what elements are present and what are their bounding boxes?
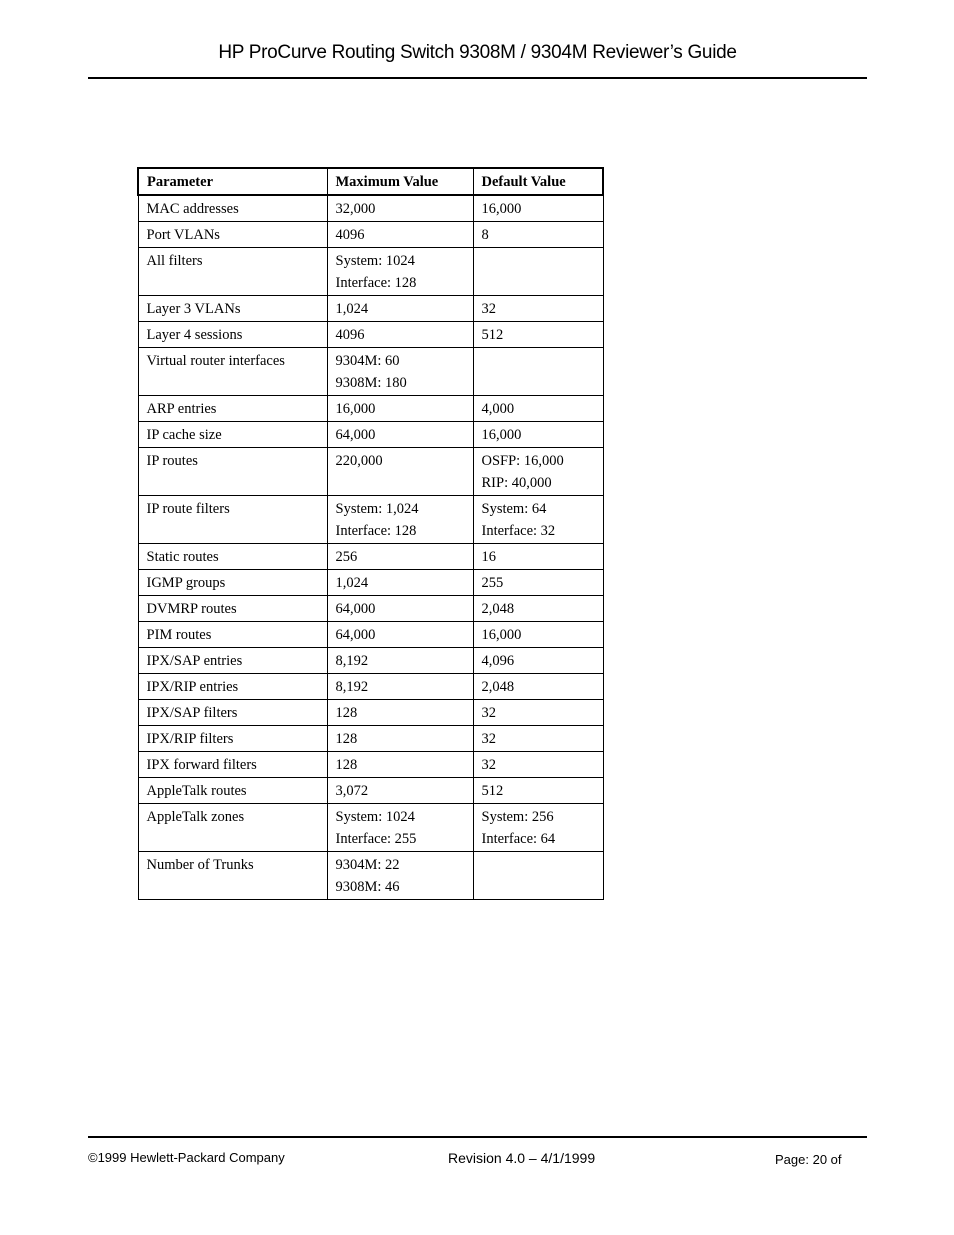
default-value-cell: 8 <box>473 222 603 248</box>
default-value-cell <box>473 348 603 396</box>
maximum-value-cell: System: 1024 Interface: 255 <box>327 804 473 852</box>
default-value-cell: 32 <box>473 752 603 778</box>
parameter-cell: All filters <box>138 248 327 296</box>
parameter-cell: Number of Trunks <box>138 852 327 900</box>
parameter-cell: AppleTalk routes <box>138 778 327 804</box>
maximum-value-cell: 32,000 <box>327 195 473 222</box>
parameter-cell: ARP entries <box>138 396 327 422</box>
column-header-default-value: Default Value <box>473 168 603 195</box>
default-value-cell: 32 <box>473 726 603 752</box>
column-header-maximum-value: Maximum Value <box>327 168 473 195</box>
maximum-value-cell: 256 <box>327 544 473 570</box>
maximum-value-cell: 16,000 <box>327 396 473 422</box>
parameter-cell: IPX/SAP filters <box>138 700 327 726</box>
parameter-cell: Static routes <box>138 544 327 570</box>
default-value-cell: OSFP: 16,000 RIP: 40,000 <box>473 448 603 496</box>
default-value-cell: 512 <box>473 778 603 804</box>
parameter-cell: DVMRP routes <box>138 596 327 622</box>
default-value-cell: 512 <box>473 322 603 348</box>
table-row <box>138 396 603 422</box>
table-row <box>138 222 603 248</box>
table-row <box>138 700 603 726</box>
parameter-cell: IP routes <box>138 448 327 496</box>
default-value-cell <box>473 852 603 900</box>
default-value-cell: 16,000 <box>473 622 603 648</box>
parameter-cell: Port VLANs <box>138 222 327 248</box>
table-row <box>138 752 603 778</box>
default-value-cell: 2,048 <box>473 674 603 700</box>
maximum-value-cell: 4096 <box>327 222 473 248</box>
table-row <box>138 322 603 348</box>
maximum-value-cell: 220,000 <box>327 448 473 496</box>
default-value-cell: 2,048 <box>473 596 603 622</box>
table-row <box>138 448 603 496</box>
parameter-cell: IP route filters <box>138 496 327 544</box>
default-value-cell: 16 <box>473 544 603 570</box>
parameter-cell: IPX/RIP filters <box>138 726 327 752</box>
table-header-row <box>138 168 603 195</box>
table-row <box>138 596 603 622</box>
maximum-value-cell: 9304M: 60 9308M: 180 <box>327 348 473 396</box>
parameter-cell: IGMP groups <box>138 570 327 596</box>
parameter-cell: IPX/SAP entries <box>138 648 327 674</box>
parameter-cell: Virtual router interfaces <box>138 348 327 396</box>
table-row <box>138 248 603 296</box>
maximum-value-cell: System: 1,024 Interface: 128 <box>327 496 473 544</box>
footer-copyright: ©1999 Hewlett-Packard Company <box>88 1150 285 1165</box>
default-value-cell: System: 64 Interface: 32 <box>473 496 603 544</box>
default-value-cell: 16,000 <box>473 195 603 222</box>
default-value-cell: System: 256 Interface: 64 <box>473 804 603 852</box>
maximum-value-cell: 1,024 <box>327 570 473 596</box>
header-rule <box>88 77 867 79</box>
table-body <box>138 195 603 900</box>
parameters-table <box>137 167 604 900</box>
parameter-cell: IPX/RIP entries <box>138 674 327 700</box>
table-row <box>138 674 603 700</box>
table-row <box>138 570 603 596</box>
parameter-cell: AppleTalk zones <box>138 804 327 852</box>
parameter-cell: Layer 3 VLANs <box>138 296 327 322</box>
default-value-cell: 4,000 <box>473 396 603 422</box>
default-value-cell: 16,000 <box>473 422 603 448</box>
maximum-value-cell: 8,192 <box>327 674 473 700</box>
table-row <box>138 648 603 674</box>
table-row <box>138 348 603 396</box>
maximum-value-cell: 64,000 <box>327 422 473 448</box>
table-row <box>138 778 603 804</box>
table-row <box>138 544 603 570</box>
table-row <box>138 622 603 648</box>
page-header-title: HP ProCurve Routing Switch 9308M / 9304M Reviewer’s Guide <box>218 42 737 63</box>
maximum-value-cell: 3,072 <box>327 778 473 804</box>
table-row <box>138 852 603 900</box>
default-value-cell: 32 <box>473 296 603 322</box>
table-row <box>138 496 603 544</box>
parameter-cell: PIM routes <box>138 622 327 648</box>
maximum-value-cell: 9304M: 22 9308M: 46 <box>327 852 473 900</box>
footer-page-number: Page: 20 of <box>775 1152 842 1167</box>
table-row <box>138 195 603 222</box>
maximum-value-cell: 128 <box>327 726 473 752</box>
footer-revision: Revision 4.0 – 4/1/1999 <box>448 1150 596 1166</box>
maximum-value-cell: 128 <box>327 700 473 726</box>
maximum-value-cell: System: 1024 Interface: 128 <box>327 248 473 296</box>
default-value-cell <box>473 248 603 296</box>
default-value-cell: 32 <box>473 700 603 726</box>
default-value-cell: 4,096 <box>473 648 603 674</box>
maximum-value-cell: 1,024 <box>327 296 473 322</box>
default-value-cell: 255 <box>473 570 603 596</box>
maximum-value-cell: 4096 <box>327 322 473 348</box>
maximum-value-cell: 128 <box>327 752 473 778</box>
footer-rule <box>88 1136 867 1138</box>
table-row <box>138 726 603 752</box>
parameter-cell: IPX forward filters <box>138 752 327 778</box>
maximum-value-cell: 64,000 <box>327 596 473 622</box>
table-row <box>138 422 603 448</box>
table-row <box>138 296 603 322</box>
table-row <box>138 804 603 852</box>
maximum-value-cell: 64,000 <box>327 622 473 648</box>
parameter-cell: Layer 4 sessions <box>138 322 327 348</box>
parameter-cell: IP cache size <box>138 422 327 448</box>
column-header-parameter: Parameter <box>138 168 327 195</box>
parameter-cell: MAC addresses <box>138 195 327 222</box>
maximum-value-cell: 8,192 <box>327 648 473 674</box>
